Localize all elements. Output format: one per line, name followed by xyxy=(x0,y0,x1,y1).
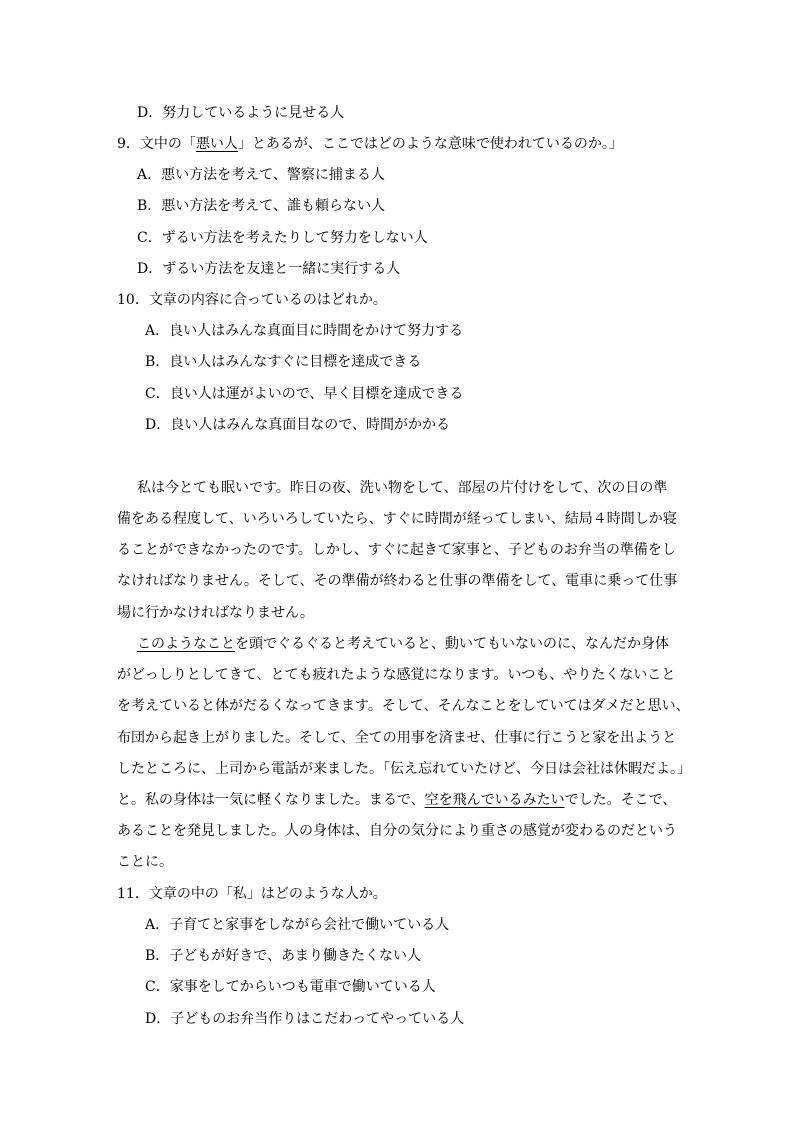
passage-p2-line-4: 布団から起き上がりました。そして、全ての用事を済ませ、仕事に行こうと家を出ようと xyxy=(117,730,677,746)
q10-option-a: A．良い人はみんな真面目に時間をかけて努力する xyxy=(145,323,464,339)
q9-option-a: A．悪い方法を考えて、警察に捕まる人 xyxy=(137,167,385,183)
passage-p1-line-4: なければなりません。そして、その準備が終わると仕事の準備をして、電車に乗って仕事 xyxy=(117,573,678,589)
passage-p2-line-2: がどっしりとしてきて、とても疲れたような感覚になります。いつも、やりたくないこと xyxy=(117,667,676,683)
passage-p2-line-5: したところに、上司から電話が来ました。「伝え忘れていたけど、今日は会社は休暇だよ。」 xyxy=(117,761,691,777)
q11-option-b: B．子どもが好きで、あまり働きたくない人 xyxy=(145,948,422,964)
q9-question-underlined: 悪い人 xyxy=(195,136,238,152)
q11-option-c: C．家事をしてからいつも電車で働いている人 xyxy=(145,979,436,995)
q9-question-post: 」とあるが、ここではどのような意味で使われているのか。」 xyxy=(237,136,623,152)
passage-p1-line-3: ることができなかったのです。しかし、すぐに起きて家事と、子どものお弁当の準備をし xyxy=(117,542,676,558)
passage-p2-line-6 xyxy=(117,791,676,809)
passage-p2-line-1-rest: を頭でぐるぐると考えていると、動いてもいないのに、なんだか身体 xyxy=(235,636,669,652)
passage-underlined-sora-wo-tonde: 空を飛んでいるみたい xyxy=(424,792,565,808)
q10-option-b: B．良い人はみんなすぐに目標を達成できる xyxy=(145,354,422,370)
q9-option-d: D．ずるい方法を友達と一緒に実行する人 xyxy=(137,261,401,277)
q9-question-pre: 9．文中の「 xyxy=(117,136,196,152)
passage-p1-line-1: 私は今とても眠いです。昨日の夜、洗い物をして、部屋の片付けをして、次の日の準 xyxy=(137,480,668,496)
passage-p2-line-6-post: でした。そこで、 xyxy=(564,792,677,808)
passage-p2-line-7: あることを発見しました。人の身体は、自分の気分により重さの感覚が変わるのだという xyxy=(117,823,677,839)
passage-p2-line-6-pre: と。私の身体は一気に軽くなりました。まるで、 xyxy=(117,792,425,808)
q11-question: 11．文章の中の「私」はどのような人か。 xyxy=(117,886,387,902)
q11-option-d: D．子どものお弁当作りはこだわってやっている人 xyxy=(145,1011,465,1027)
q9-option-b: B．悪い方法を考えて、誰も頼らない人 xyxy=(137,198,386,214)
q10-option-d: D．良い人はみんな真面目なので、時間がかかる xyxy=(145,417,450,433)
q10-option-c: C．良い人は運がよいので、早く目標を達成できる xyxy=(145,386,464,402)
passage-p2-line-1 xyxy=(137,635,669,653)
q8-option-d: D．努力しているように見せる人 xyxy=(137,105,345,121)
q11-option-a: A．子育てと家事をしながら会社で働いている人 xyxy=(145,917,450,933)
passage-p2-line-8: ことに。 xyxy=(117,854,173,870)
q9-option-c: C．ずるい方法を考えたりして努力をしない人 xyxy=(137,230,428,246)
passage-p2-line-3: を考えていると体がだるくなってきます。そして、そんなことをしていてはダメだと思い、 xyxy=(117,698,690,714)
passage-p1-line-2: 備をある程度して、いろいろしていたら、すぐに時間が経ってしまい、結局４時間しか寝 xyxy=(117,511,677,527)
q10-question: 10．文章の内容に合っているのはどれか。 xyxy=(117,292,387,308)
passage-underlined-kono-youna-koto: このようなこと xyxy=(137,636,235,652)
passage-p1-line-5: 場に行かなければなりません。 xyxy=(117,605,314,621)
q9-question xyxy=(117,135,623,153)
